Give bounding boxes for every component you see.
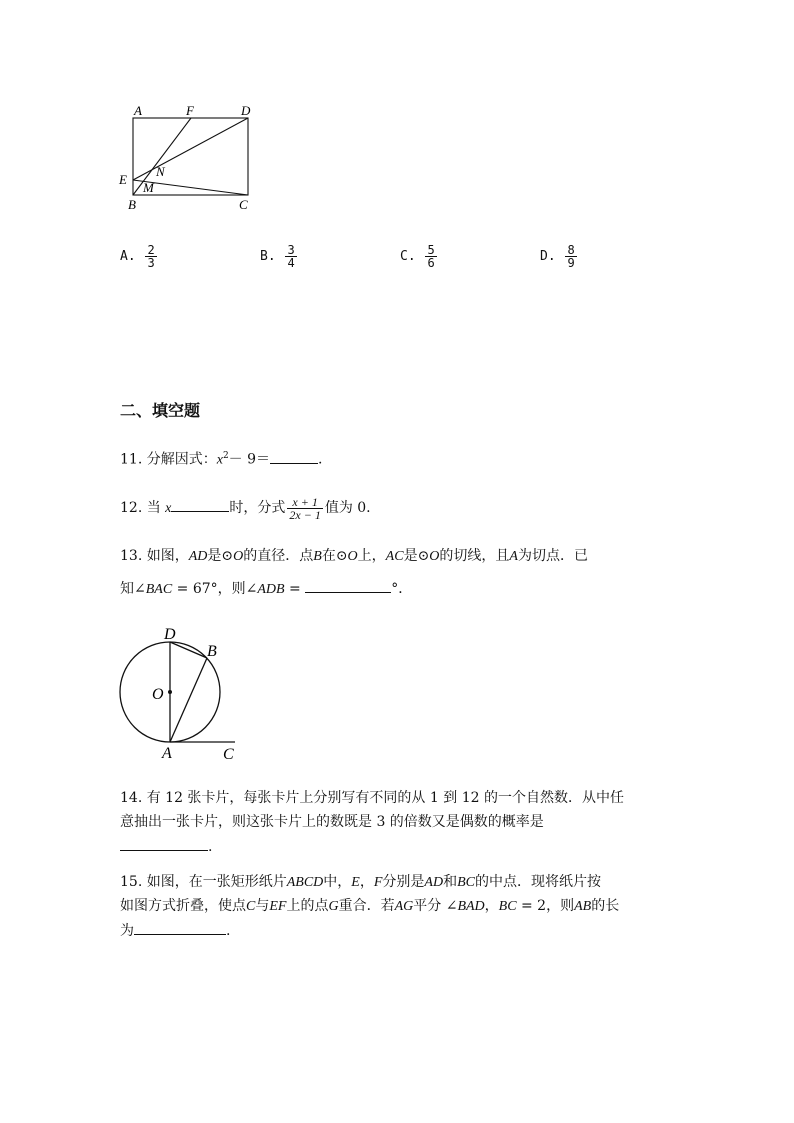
q13-t5: 的直径．点 (243, 548, 314, 564)
q15-a10: 的中点．现将纸片按 (474, 874, 601, 890)
choice-c-num: 5 (427, 243, 435, 257)
choice-a-den: 3 (147, 256, 155, 270)
q15-a3: E (351, 875, 360, 890)
choice-b (260, 244, 299, 269)
q11-end: . (318, 451, 323, 468)
q13-line2-pre: 知 (120, 581, 134, 597)
choice-b-fraction (285, 244, 296, 269)
question-13-line-2 (120, 578, 412, 600)
q13-adb: ADB (257, 582, 285, 597)
q15-b10: ， (484, 898, 499, 914)
circle-dot-icon: ⊙ (335, 548, 348, 564)
q14-line1: 有 12 张卡片，每张卡片上分别写有不同的从 1 到 12 的一个自然数．从中任 (146, 790, 624, 806)
q15-a2: 中， (323, 874, 352, 890)
choice-c-den: 6 (427, 256, 435, 270)
q15-b8: 平分 ∠ (413, 898, 458, 914)
label-e: E (119, 172, 127, 187)
q13-comma: ，则 (217, 581, 246, 597)
choice-d-den: 9 (567, 256, 575, 270)
choice-b-letter: B. (260, 249, 276, 264)
q12-answer-blank[interactable] (171, 497, 229, 512)
q15-b2: 与 (255, 898, 270, 914)
choice-d (540, 244, 579, 269)
q15-b3: EF (269, 899, 287, 914)
q12-var: x (165, 501, 172, 516)
question-15-line-1 (120, 872, 601, 893)
q13-t14: O (429, 549, 440, 564)
q14-line2: 意抽出一张卡片，则这张卡片上的数既是 3 的倍数又是偶数的概率是 (120, 814, 544, 830)
q15-b9: BAD (457, 899, 485, 914)
question-15-line-3 (120, 920, 230, 941)
q13-t10: 上， (357, 548, 386, 564)
q15-a1: ABCD (286, 875, 324, 890)
figure-rectangle-abcd (110, 100, 270, 215)
question-11 (120, 446, 322, 471)
q13-t4: O (233, 549, 244, 564)
q15-b6: 重合．若 (338, 898, 395, 914)
q15-b4: 上的点 (286, 898, 329, 914)
label-b: B (128, 197, 136, 212)
q15-b13: AB (574, 899, 592, 914)
q13-t6: B (313, 549, 322, 564)
choice-b-den: 4 (287, 256, 295, 270)
q13-t9: O (347, 549, 358, 564)
q13-t16: A (509, 549, 518, 564)
q13-eq1: = 67° (172, 581, 218, 597)
q12-frac-den: 2x − 1 (289, 507, 321, 522)
q13-t11: AC (385, 549, 404, 564)
q12-post: 值为 0. (324, 500, 371, 516)
q13-t17: 为切点．已 (517, 548, 588, 564)
label-o: O (152, 686, 164, 703)
q11-number: 11. (120, 451, 143, 468)
q15-a8: 和 (443, 874, 458, 890)
q15-a5: F (373, 875, 383, 890)
label-a: A (162, 745, 172, 762)
q14-end: . (208, 839, 213, 855)
choice-a (120, 244, 159, 269)
q15-a6: 分别是 (382, 874, 425, 890)
q15-a7: AD (424, 875, 444, 890)
q12-pre: 当 (146, 500, 161, 516)
chord-db (170, 642, 207, 658)
label-d: D (241, 103, 251, 118)
question-12 (120, 488, 371, 529)
choice-a-num: 2 (147, 243, 155, 257)
circle-dot-icon: ⊙ (221, 548, 234, 564)
angle-icon: ∠ (245, 581, 258, 597)
label-b: B (207, 643, 217, 660)
choice-d-num: 8 (567, 243, 575, 257)
choice-d-letter: D. (540, 249, 556, 264)
q13-t12: 是 (403, 548, 418, 564)
q12-mid: 时，分式 (229, 500, 286, 516)
angle-icon: ∠ (134, 581, 146, 597)
label-m: M (143, 180, 154, 195)
q11-expr: － 9＝ (228, 451, 271, 468)
label-n: N (156, 164, 165, 179)
choice-b-num: 3 (287, 243, 295, 257)
q15-b14: 的长 (591, 898, 620, 914)
q15-number: 15. (120, 874, 143, 890)
center-dot (168, 690, 172, 694)
q15-b5: G (328, 899, 339, 914)
label-c: C (239, 197, 248, 212)
choice-d-fraction (565, 244, 576, 269)
chord-ab (170, 658, 207, 742)
question-14-line-3 (120, 836, 212, 857)
q11-exponent: 2 (222, 451, 229, 461)
choice-a-letter: A. (120, 249, 136, 264)
q11-text: 分解因式： (146, 451, 217, 468)
label-f: F (186, 103, 194, 118)
q15-answer-blank[interactable] (134, 920, 226, 935)
question-15-line-2 (120, 896, 619, 917)
q14-number: 14. (120, 790, 143, 806)
q15-a0: 如图，在一张矩形纸片 (146, 874, 287, 890)
q11-var: x (216, 452, 223, 468)
q13-t15: 的切线，且 (439, 548, 510, 564)
label-d: D (164, 626, 176, 643)
segment-ed (133, 118, 248, 180)
q13-t2: 是 (207, 548, 222, 564)
q13-t0: 如图， (146, 548, 189, 564)
q13-t7: 在 (321, 548, 336, 564)
choice-c-fraction (425, 244, 436, 269)
q12-number: 12. (120, 500, 143, 516)
q15-b1: C (246, 899, 256, 914)
q15-a4: ， (359, 874, 374, 890)
choice-a-fraction (145, 244, 156, 269)
q15-a9: BC (457, 875, 475, 890)
question-14-line-2 (120, 812, 544, 832)
q14-answer-blank[interactable] (120, 836, 208, 851)
label-a: A (134, 103, 142, 118)
choice-c (400, 244, 439, 269)
q15-b11: BC (498, 899, 517, 914)
q15-b7: AG (394, 899, 414, 914)
circle-dot-icon: ⊙ (417, 548, 430, 564)
label-c: C (223, 746, 234, 762)
question-14-line-1 (120, 788, 624, 808)
q15-b0: 如图方式折叠，使点 (120, 898, 246, 914)
q13-number: 13. (120, 548, 143, 564)
q13-deg: °． (391, 581, 413, 597)
q11-answer-blank[interactable] (270, 449, 318, 464)
q13-t1: AD (188, 549, 208, 564)
q13-eq2: = (284, 581, 301, 597)
q15-line3-pre: 为 (120, 923, 134, 939)
q12-frac-num: x + 1 (292, 494, 318, 509)
figure-circle-o (110, 622, 250, 762)
choice-c-letter: C. (400, 249, 416, 264)
section-title: 二、填空题 (120, 401, 201, 420)
q15-b12: = 2，则 (516, 898, 575, 914)
question-13-line-1 (120, 546, 588, 567)
q13-bac: BAC (145, 582, 173, 597)
q12-fraction (287, 496, 322, 521)
q13-answer-blank[interactable] (305, 578, 391, 593)
q15-end: . (226, 923, 231, 939)
